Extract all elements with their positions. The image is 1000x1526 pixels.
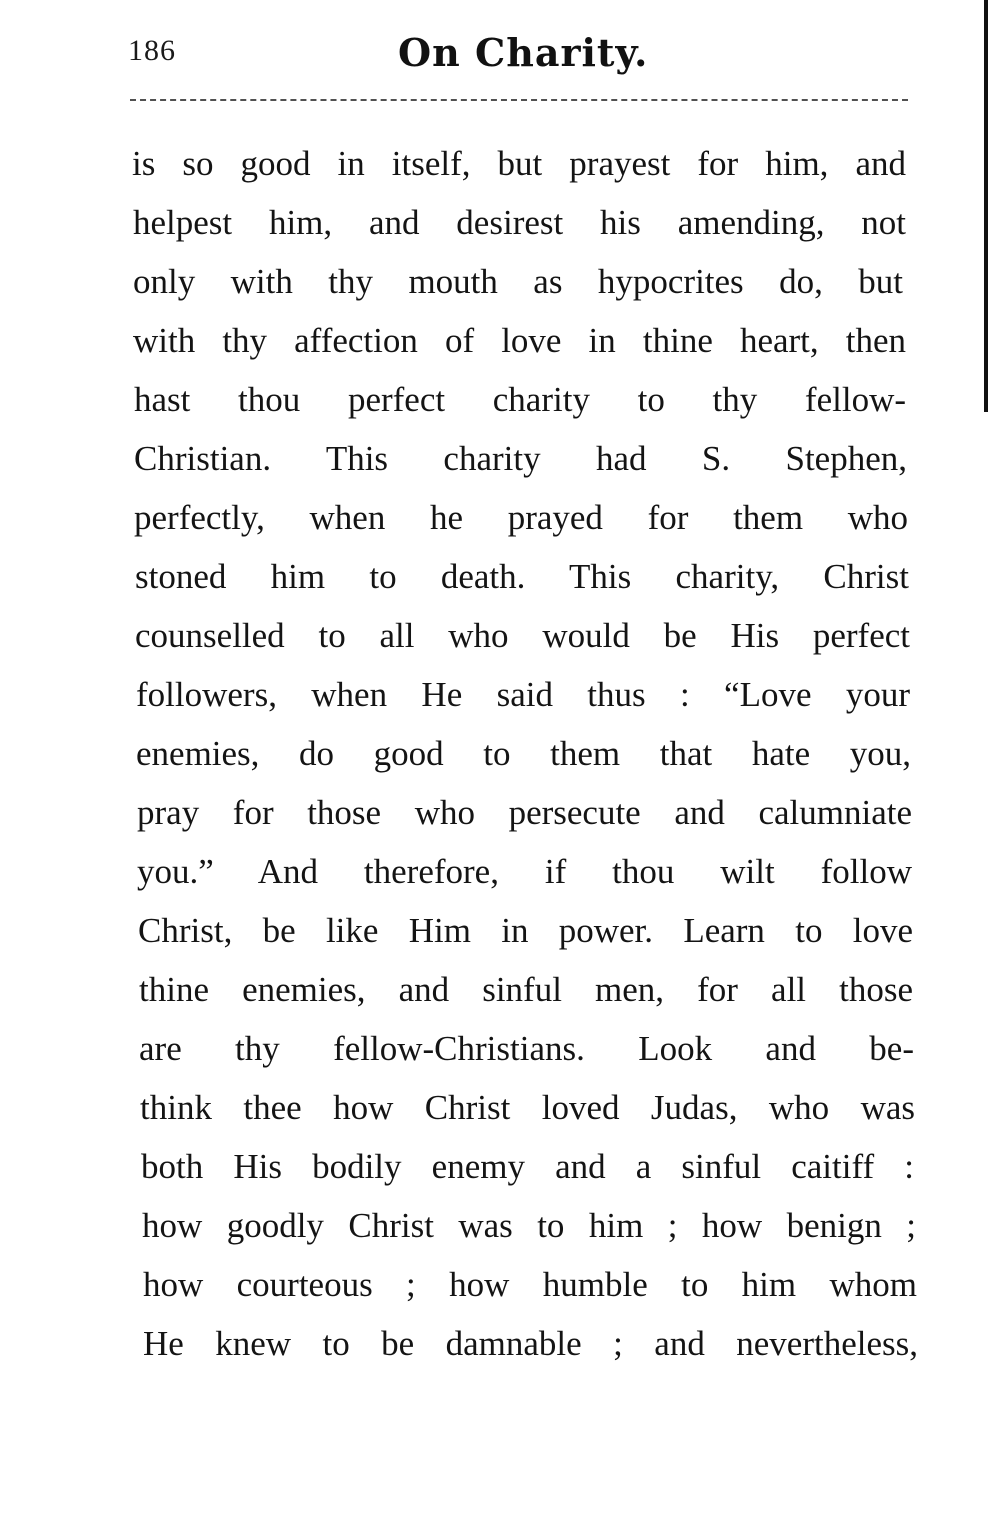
text-line: hast thou perfect charity to thy fellow- (134, 380, 906, 419)
header-divider (130, 99, 908, 101)
text-line: He knew to be damnable ; and nevertheless, (143, 1324, 918, 1363)
text-line: with thy affection of love in thine heart, then (133, 321, 906, 360)
text-line: is so good in itself, but prayest for him, and (132, 144, 906, 183)
text-line: both His bodily enemy and a sinful caitiff : (141, 1147, 914, 1186)
text-line: stoned him to death. This charity, Christ (135, 557, 909, 596)
text-line: pray for those who persecute and calumniate (137, 793, 912, 832)
text-line: are thy fellow-Christians. Look and be- (139, 1029, 914, 1068)
text-line: enemies, do good to them that hate you, (136, 734, 911, 773)
text-line: helpest him, and desirest his amending, not (133, 203, 906, 242)
text-line: you.” And therefore, if thou wilt follow (137, 852, 912, 891)
text-line: only with thy mouth as hypocrites do, but (133, 262, 903, 301)
text-line: followers, when He said thus : “Love your (136, 675, 910, 714)
text-line: Christ, be like Him in power. Learn to love (138, 911, 913, 950)
running-title: On Charity. (398, 30, 649, 75)
page-number: 186 (128, 34, 176, 67)
page-edge-rule (984, 0, 988, 412)
text-line: how goodly Christ was to him ; how benign ; (142, 1206, 916, 1245)
text-line: thine enemies, and sinful men, for all those (139, 970, 913, 1009)
text-line: how courteous ; how humble to him whom (143, 1265, 917, 1304)
text-line: perfectly, when he prayed for them who (134, 498, 908, 537)
text-line: think thee how Christ loved Judas, who was (140, 1088, 915, 1127)
text-line: counselled to all who would be His perfect (135, 616, 910, 655)
text-line: Christian. This charity had S. Stephen, (134, 439, 907, 478)
